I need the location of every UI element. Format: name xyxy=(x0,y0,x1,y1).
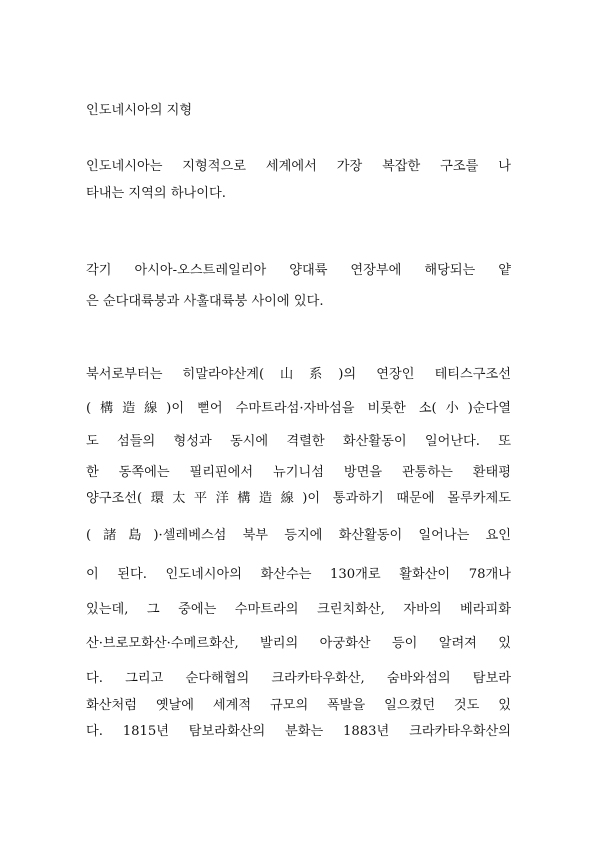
paragraph-3-line-8: 있는데, 그 중에는 수마트라의 크린치화산, 자바의 베라피화 xyxy=(86,602,511,617)
paragraph-3-line-10: 다. 그리고 순다해협의 크라카타우화산, 숨바와섬의 탐보라 xyxy=(86,671,511,686)
paragraph-3-line-5: 양구조선(環太平洋構造線)이 통과하기 때문에 몰루카제도 xyxy=(86,491,511,506)
paragraph-3-line-2: (構造線)이 뻗어 수마트라섬·자바섬을 비롯한 소(小)순다열 xyxy=(86,401,511,416)
paragraph-3-line-3: 도 섬들의 형성과 동시에 격렬한 화산활동이 일어난다. 또 xyxy=(86,434,511,449)
paragraph-3-line-11: 화산처럼 옛날에 세계적 규모의 폭발을 일으켰던 것도 있 xyxy=(86,698,511,713)
paragraph-3-line-12: 다. 1815년 탐보라화산의 분화는 1883년 크라카타우화산의 xyxy=(86,724,511,739)
paragraph-3-line-9: 산·브로모화산·수메르화산, 발리의 아궁화산 등이 알려져 있 xyxy=(86,636,511,651)
paragraph-1-line-1: 인도네시아는 지형적으로 세계에서 가장 복잡한 구조를 나 xyxy=(86,159,511,174)
paragraph-3-line-4: 한 동쪽에는 필리핀에서 뉴기니섬 방면을 관통하는 환태평 xyxy=(86,465,511,480)
paragraph-3-line-7: 이 된다. 인도네시아의 화산수는 130개로 활화산이 78개나 xyxy=(86,567,511,582)
paragraph-3-line-6: (諸島)·셀레베스섬 북부 등지에 화산활동이 일어나는 요인 xyxy=(86,528,511,543)
paragraph-2-line-2: 은 순다대륙붕과 사훌대륙붕 사이에 있다. xyxy=(86,294,324,309)
document-title: 인도네시아의 지형 xyxy=(86,103,193,118)
paragraph-3-line-1: 북서로부터는 히말라야산계(山系)의 연장인 테티스구조선 xyxy=(86,367,511,382)
paragraph-1-line-2: 타내는 지역의 하나이다. xyxy=(86,186,226,201)
paragraph-2-line-1: 각기 아시아-오스트레일리아 양대륙 연장부에 해당되는 얕 xyxy=(86,263,511,278)
